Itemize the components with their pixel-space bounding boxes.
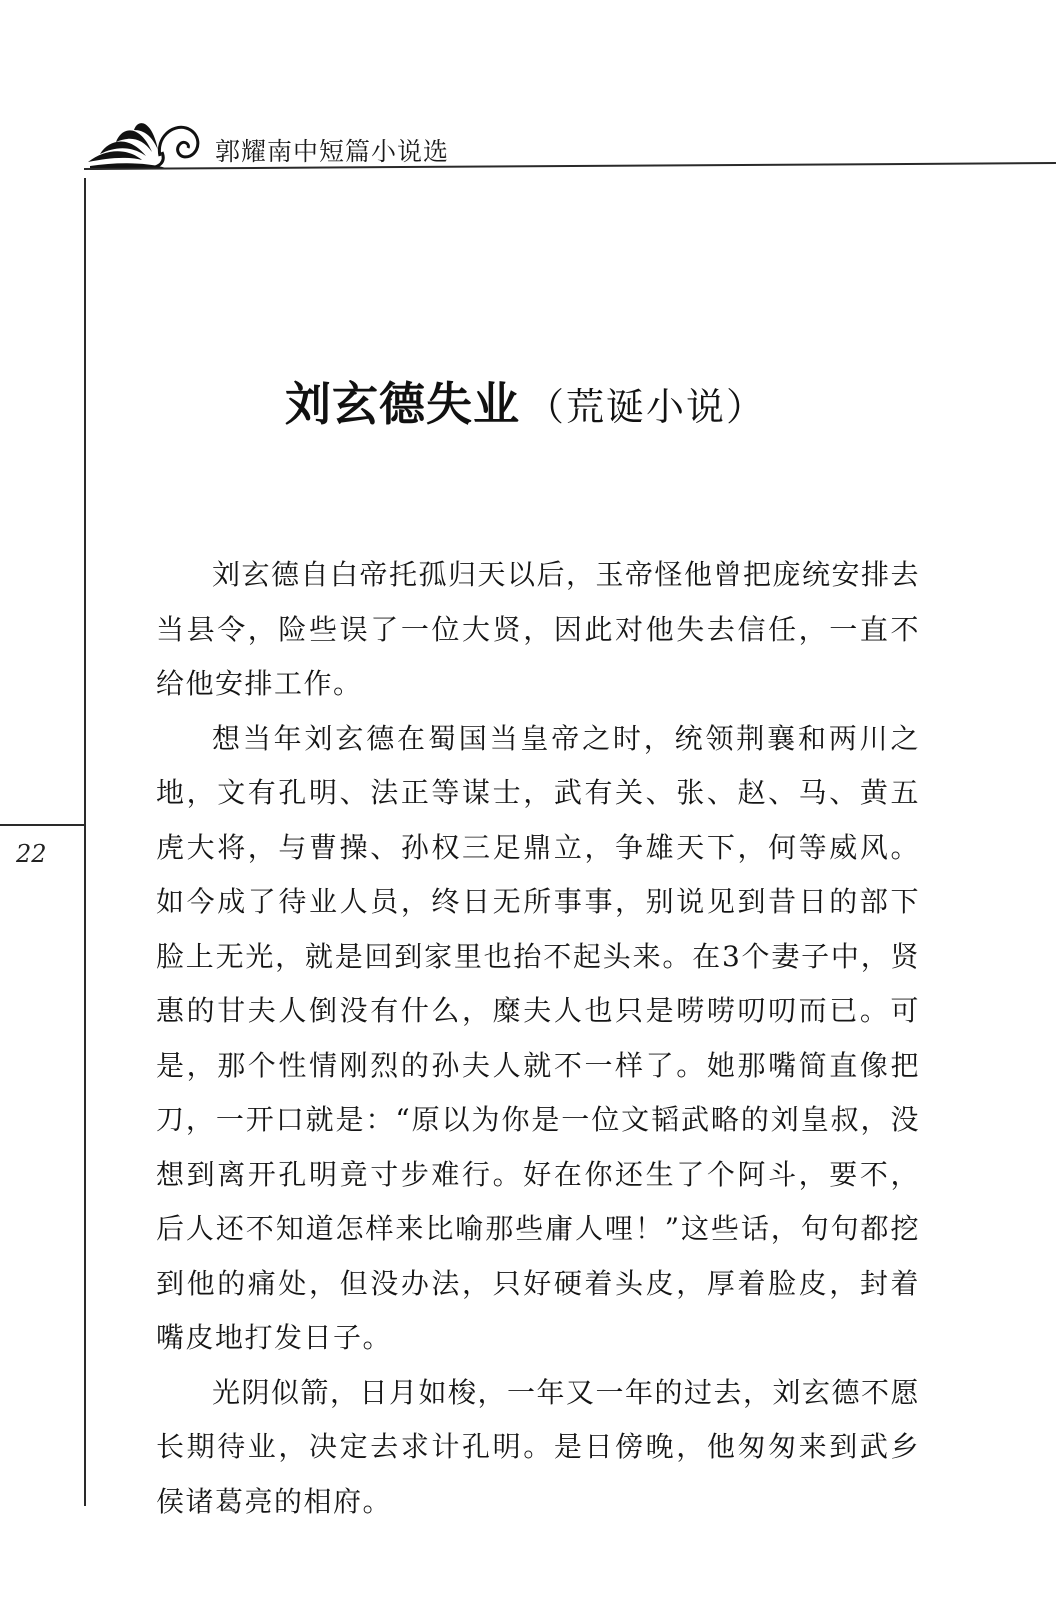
story-genre-note: （荒诞小说） xyxy=(526,385,767,429)
swirl-flourish-icon xyxy=(86,112,216,174)
page-number: 22 xyxy=(16,840,47,868)
folio-rule xyxy=(0,824,86,826)
story-body xyxy=(156,548,920,1529)
story-title: 刘玄德失业 xyxy=(285,377,520,431)
story-heading xyxy=(285,368,766,434)
margin-rule xyxy=(84,178,86,1506)
paragraph: 光阴似箭，日月如梭，一年又一年的过去，刘玄德不愿长期待业，决定去求计孔明。是日傍晚，他匆匆来到武乡侯诸葛亮的相府。 xyxy=(156,1375,921,1518)
running-header-title: 郭耀南中短篇小说选 xyxy=(215,137,450,166)
paragraph: 想当年刘玄德在蜀国当皇帝之时，统领荆襄和两川之地，文有孔明、法正等谋士，武有关、张、赵、马、黄五虎大将，与曹操、孙权三足鼎立，争雄天下，何等威风。如今成了待业人员，终日无所事事，别说见到昔日的部下脸上无光，就是回到家里也抬不起头来。在3个妻子中，贤惠的甘夫人倒没有什么，糜夫人也只是唠唠叨叨而已。可是，那个性情刚烈的孙夫人就不一样了。她那嘴简直像把刀，一开口就是：“原以为你是一位文韬武略的刘皇叔，没想到离开孔明竟寸步难行。好在你还生了个阿斗，要不，后人还不知道怎样来比喻那些庸人哩！”这些话，句句都挖到他的痛处，但没办法，只好硬着头皮，厚着脸皮，封着嘴皮地打发日子。 xyxy=(156,721,920,1354)
paragraph: 刘玄德自白帝托孤归天以后，玉帝怪他曾把庞统安排去当县令，险些误了一位大贤，因此对他失去信任，一直不给他安排工作。 xyxy=(156,558,921,700)
